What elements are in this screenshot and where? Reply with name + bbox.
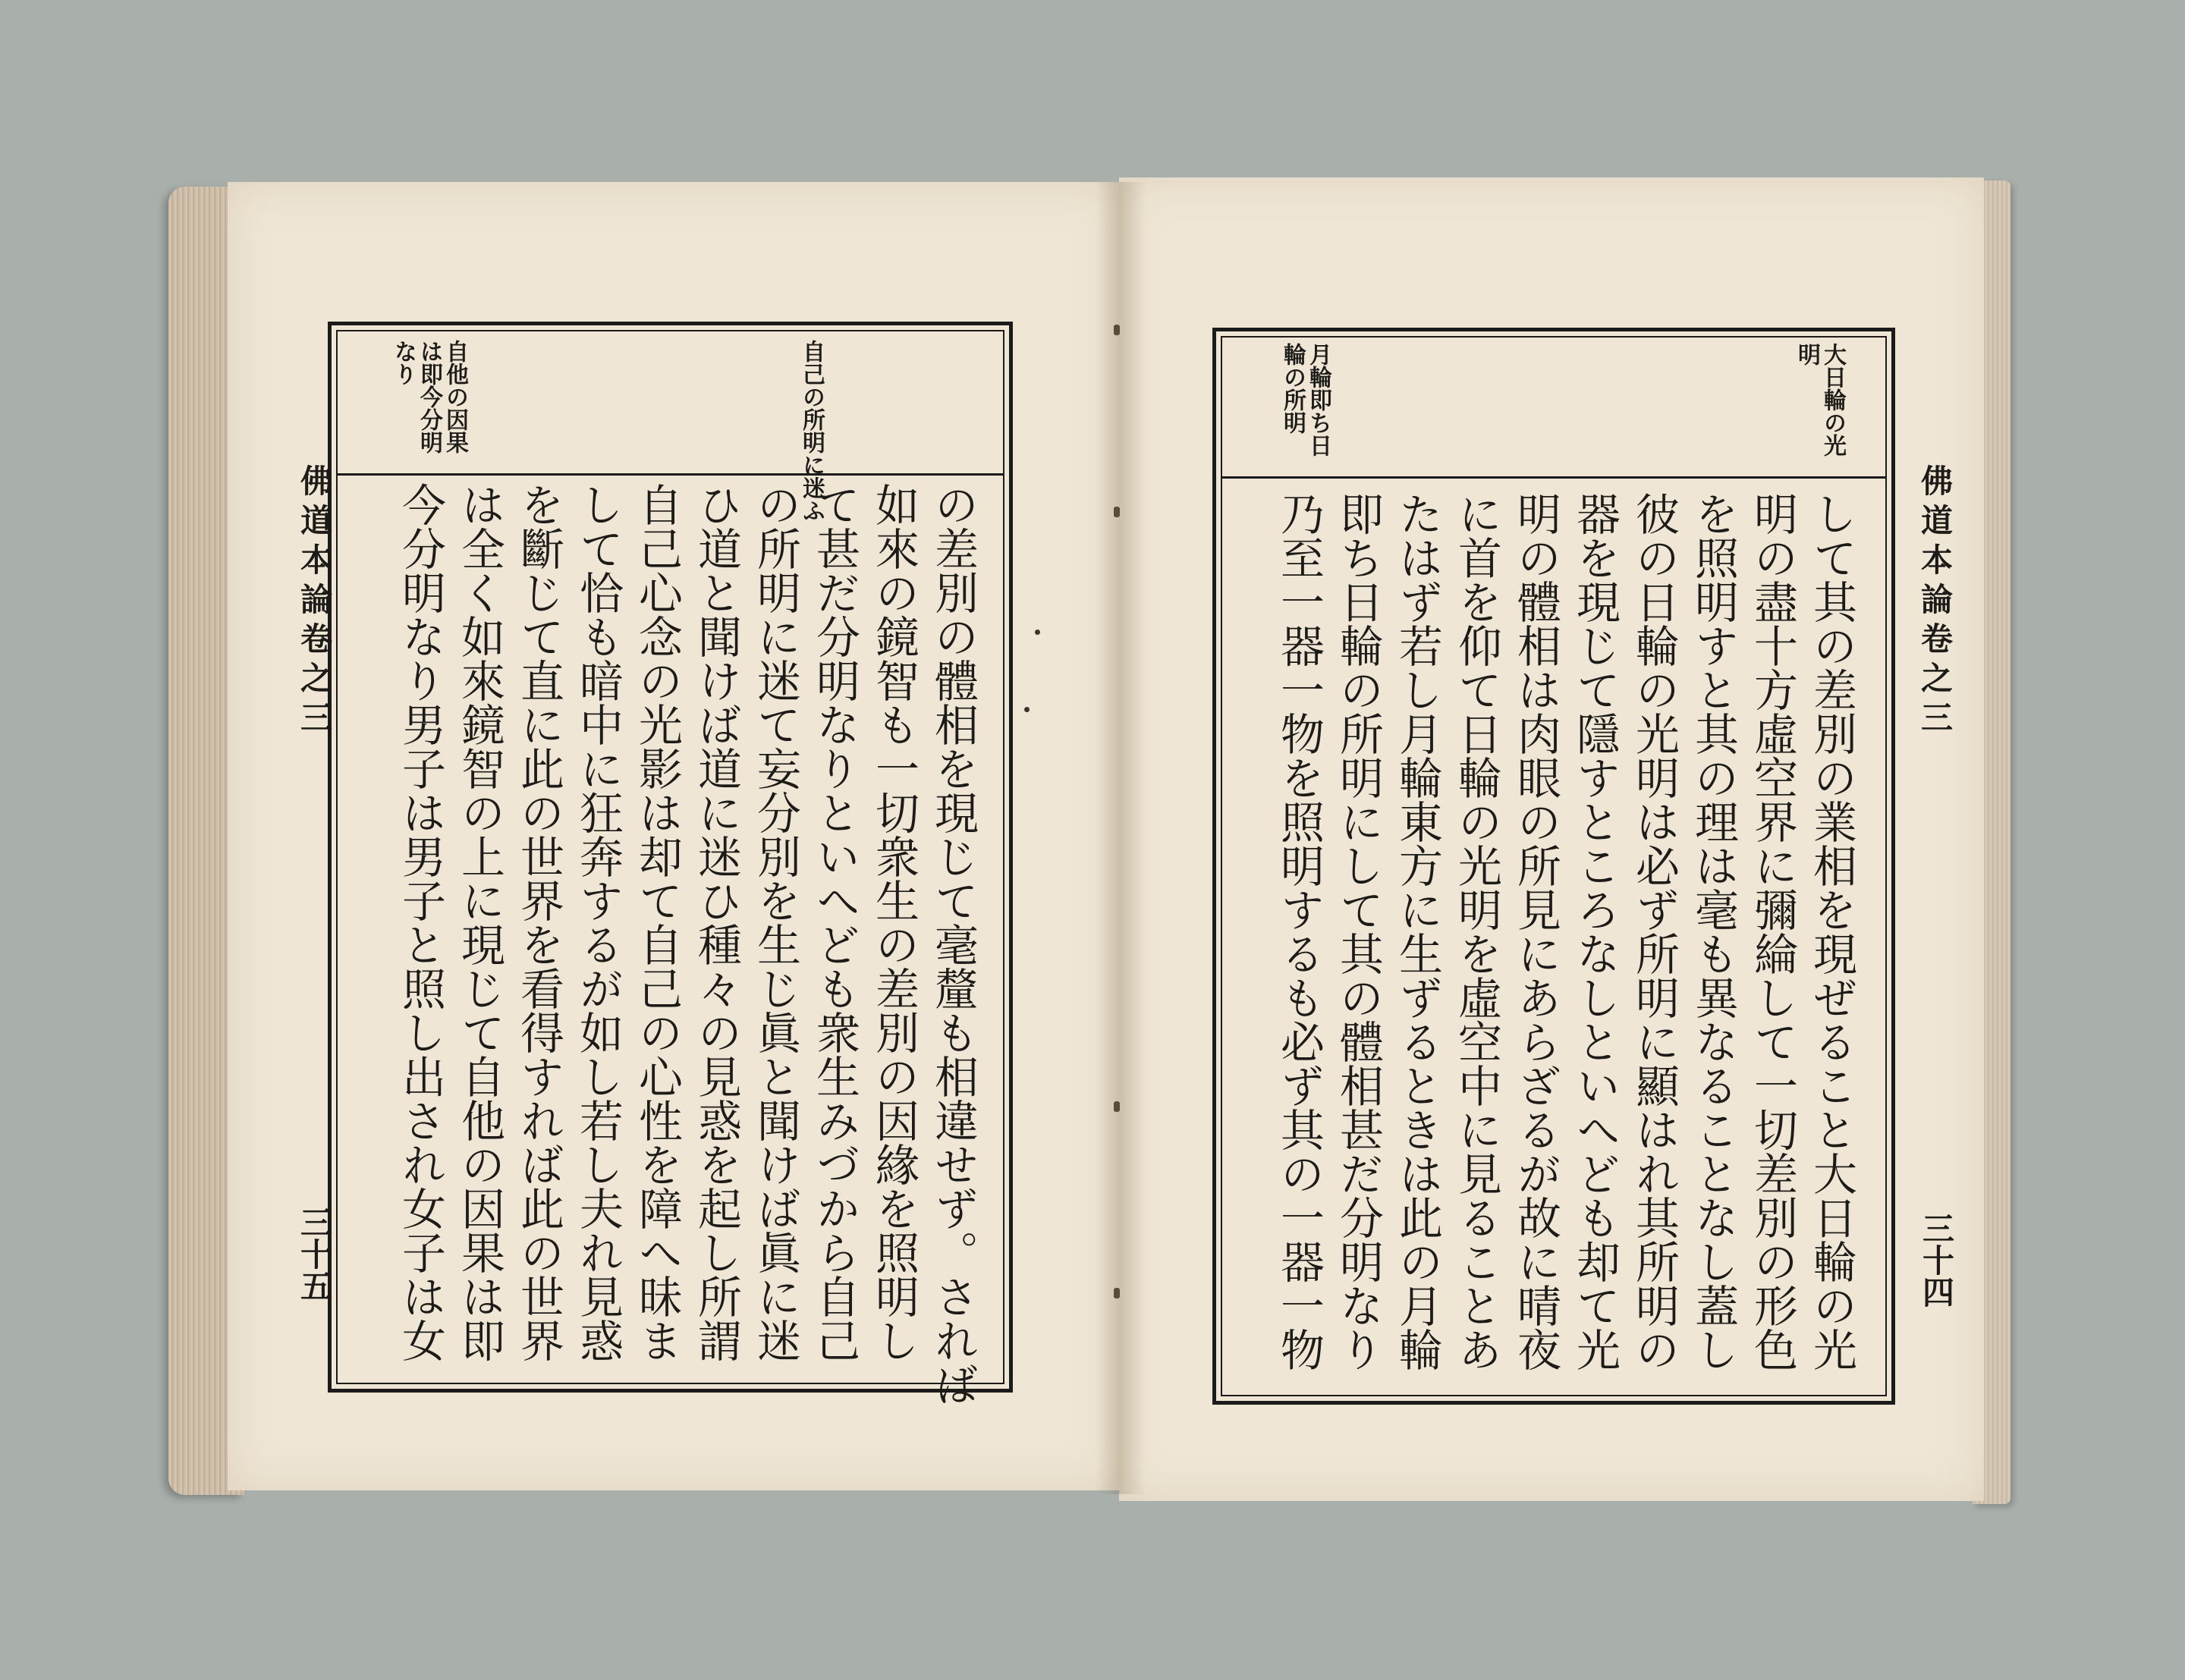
right-header-rule bbox=[1221, 476, 1886, 479]
folio-left: 三十五 bbox=[296, 1206, 333, 1302]
running-head-left: 佛道本論卷之三 bbox=[296, 464, 333, 740]
ink-dot bbox=[1024, 707, 1030, 712]
running-head-right: 佛道本論卷之三 bbox=[1916, 464, 1954, 740]
left-text-column-8: を斷じて直に此の世界を看得すれば此の世界 bbox=[513, 482, 564, 1362]
left-text-column-1: の差別の體相を現じて毫釐も相違せず。されば bbox=[927, 482, 979, 1406]
binding-stitch bbox=[1114, 1288, 1120, 1298]
right-text-column-3: を照明すと其の理は毫も異なることなし蓋し bbox=[1687, 491, 1739, 1371]
right-text-column-4: 彼の日輪の光明は必ず所明に顯はれ其所明の bbox=[1628, 491, 1680, 1371]
right-text-column-2: 明の盡十方虛空界に彌綸して一切差別の形色 bbox=[1746, 491, 1798, 1371]
right-text-column-6: 明の體相は肉眼の所見にあらざるが故に晴夜 bbox=[1510, 491, 1561, 1371]
folio-right: 三十四 bbox=[1918, 1212, 1955, 1308]
book-gutter bbox=[1096, 182, 1146, 1494]
left-text-column-9: は全く如來鏡智の上に現じて自他の因果は即 bbox=[454, 482, 505, 1362]
left-text-column-5: ひ道と聞けば道に迷ひ種々の見惑を起し所謂 bbox=[690, 482, 742, 1362]
right-text-column-1: して其の差別の業相を現ぜること大日輪の光 bbox=[1806, 491, 1857, 1371]
left-text-column-10: 今分明なり男子は男子と照し出され女子は女 bbox=[395, 482, 446, 1362]
left-header-rule bbox=[337, 473, 1004, 476]
left-text-column-6: 自己心念の光影は却て自己の心性を障へ昧ま bbox=[631, 482, 683, 1362]
left-text-column-3: て甚だ分明なりといへども衆生みづから自己 bbox=[809, 482, 860, 1362]
binding-stitch bbox=[1114, 1101, 1120, 1112]
left-text-column-7: して恰も暗中に狂奔するが如し若し夫れ見惑 bbox=[572, 482, 624, 1362]
binding-stitch bbox=[1114, 507, 1120, 517]
binding-stitch bbox=[1114, 325, 1120, 335]
right-text-column-5: 器を現じて隱すところなしといへども却て光 bbox=[1569, 491, 1621, 1371]
right-text-column-7: に首を仰て日輪の光明を虛空中に見ることあ bbox=[1451, 491, 1502, 1371]
left-headnote-1: 自己の所明に迷ふ bbox=[798, 340, 825, 522]
left-text-column-4: の所明に迷て妄分別を生じ眞と聞けば眞に迷 bbox=[750, 482, 801, 1362]
right-headnote-1: 大日輪の光明 bbox=[1794, 343, 1846, 457]
right-headnote-2: 月輪即ち日輪の所明 bbox=[1279, 343, 1331, 457]
right-text-column-9: 即ち日輪の所明にして其の體相甚だ分明なり bbox=[1332, 491, 1384, 1371]
right-text-column-10: 乃至一器一物を照明するも必ず其の一器一物 bbox=[1273, 491, 1325, 1371]
left-headnote-2: 自他の因果は即今分明なり bbox=[390, 340, 468, 454]
ink-dot bbox=[1035, 630, 1040, 635]
left-text-column-2: 如來の鏡智も一切衆生の差別の因緣を照明し bbox=[868, 482, 920, 1362]
right-text-column-8: たはず若し月輪東方に生ずるときは此の月輪 bbox=[1391, 491, 1443, 1371]
